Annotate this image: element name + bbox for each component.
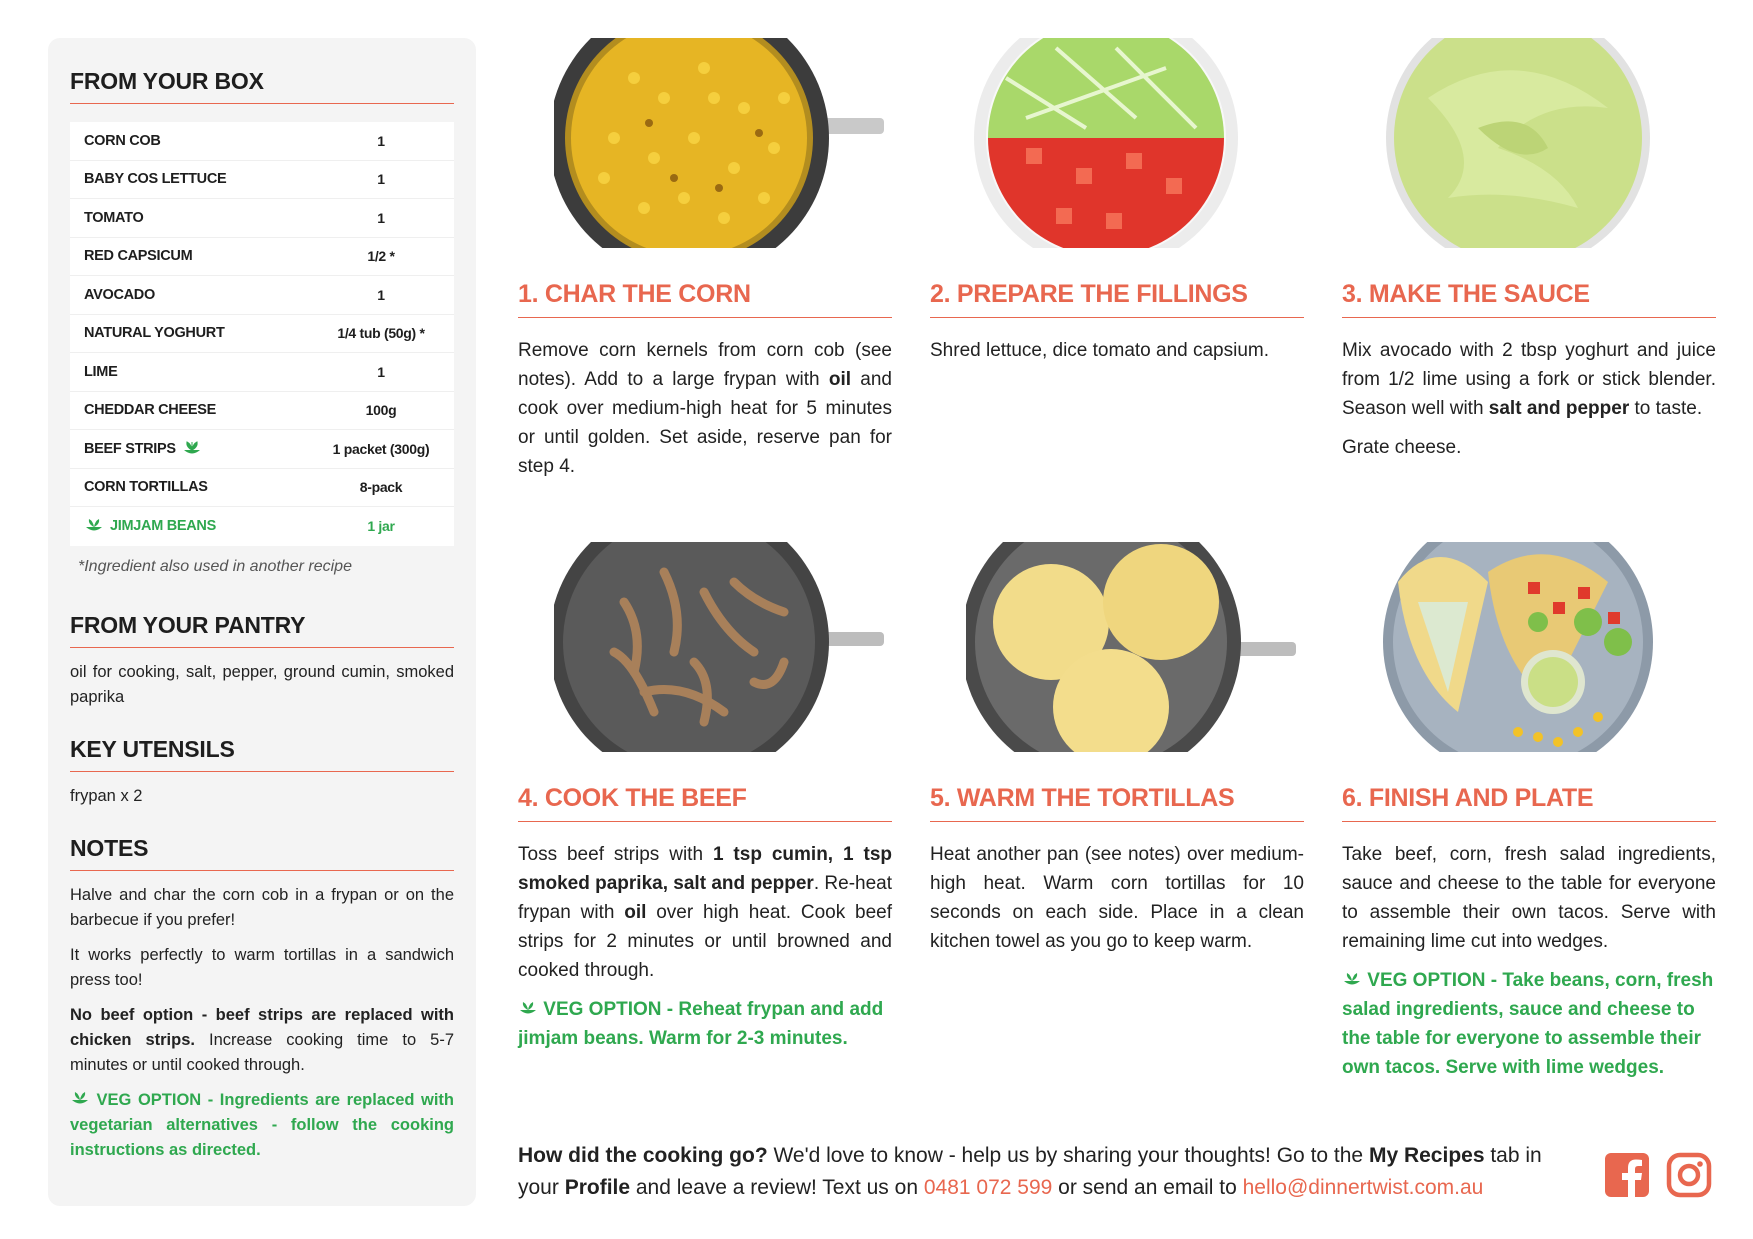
utensils-section — [70, 736, 454, 809]
table-row — [70, 276, 454, 315]
ingredient-qty: 100g — [365, 402, 397, 419]
step-1 — [518, 280, 892, 491]
ingredient-qty: 1 — [377, 132, 385, 149]
veg-leaf-icon — [84, 518, 104, 534]
ingredient-qty: 1/2 * — [367, 248, 395, 265]
veg-leaf-icon — [70, 1091, 90, 1107]
profile-link[interactable]: Profile — [564, 1176, 631, 1199]
ingredient-name: AVOCADO — [84, 286, 155, 303]
photo-tortillas — [966, 542, 1296, 752]
step-3-text — [1342, 336, 1716, 423]
ingredient-name: LIME — [84, 363, 118, 380]
step-bold: oil — [624, 902, 647, 923]
box-title: FROM YOUR BOX — [70, 68, 454, 104]
photo-salad-fillings — [966, 38, 1296, 248]
step-text: Mix avocado with 2 tbsp yoghurt and juice from 1/2 lime using a fork or stick blender. Season well with — [1342, 340, 1716, 419]
photo-avocado-sauce — [1378, 38, 1708, 248]
veg-leaf-icon — [1342, 972, 1362, 988]
ingredient-qty: 1/4 tub (50g) * — [337, 325, 425, 342]
ingredient-name: RED CAPSICUM — [84, 248, 193, 265]
note-3 — [70, 1003, 454, 1078]
step-1-text — [518, 336, 892, 481]
step-veg-text: VEG OPTION - Take beans, corn, fresh salad ingredients, sauce and cheese to the table for everyone to assemble their own tacos. Serve with lime wedges. — [1342, 970, 1714, 1078]
step-4-title: 4. COOK THE BEEF — [518, 784, 892, 822]
step-3 — [1342, 280, 1716, 472]
table-row — [70, 353, 454, 392]
step-4-veg — [518, 995, 892, 1053]
box-ingredients-table — [70, 122, 454, 546]
pantry-text: oil for cooking, salt, pepper, ground cumin, smoked paprika — [70, 662, 454, 706]
veg-leaf-icon — [182, 441, 202, 457]
step-5-text: Heat another pan (see notes) over medium-high heat. Warm corn tortillas for 10 seconds on each side. Place in a clean kitchen towel as you go to keep warm. — [930, 844, 1304, 952]
ingredient-name-wrap — [84, 441, 322, 457]
table-row — [70, 161, 454, 200]
note-3-rest: Increase cooking time to 5-7 minutes or until cooked through. — [70, 1030, 454, 1074]
step-bold: salt and pepper — [1488, 398, 1630, 419]
table-row — [70, 122, 454, 161]
phone-link[interactable]: 0481 072 599 — [923, 1176, 1053, 1199]
step-2-text: Shred lettuce, dice tomato and capsium. — [930, 340, 1270, 361]
ingredient-name: TOMATO — [84, 209, 144, 226]
step-3-text-2: Grate cheese. — [1342, 437, 1462, 458]
step-6-title: 6. FINISH AND PLATE — [1342, 784, 1716, 822]
ingredient-qty: 1 — [377, 286, 385, 303]
ingredient-qty: 1 — [377, 209, 385, 226]
instagram-icon[interactable] — [1666, 1152, 1712, 1198]
footer-text: and leave a review! Text us on — [630, 1176, 924, 1199]
note-2: It works perfectly to warm tortillas in a sandwich press too! — [70, 945, 454, 989]
footer-text: tab in your — [518, 1144, 1542, 1199]
step-6-text: Take beef, corn, fresh salad ingredients, sauce and cheese to the table for everyone to assemble their own tacos. Serve with remaining lime cut into wedges. — [1342, 844, 1716, 952]
ingredient-name: BEEF STRIPS — [84, 440, 176, 457]
step-5 — [930, 784, 1304, 966]
step-2 — [930, 280, 1304, 375]
step-6 — [1342, 784, 1716, 1092]
ingredient-qty: 1 — [377, 171, 385, 188]
step-bold: oil — [828, 369, 852, 390]
step-1-title: 1. CHAR THE CORN — [518, 280, 892, 318]
step-text: Remove corn kernels from corn cob (see notes). Add to a large frypan with — [518, 340, 892, 390]
step-text: and cook over medium-high heat for 5 minutes or until golden. Set aside, reserve pan for step 4. — [518, 369, 892, 477]
note-veg — [70, 1088, 454, 1163]
footer-question: How did the cooking go? — [518, 1144, 768, 1167]
note-1: Halve and char the corn cob in a frypan or on the barbecue if you prefer! — [70, 885, 454, 929]
ingredients-sidebar — [48, 38, 476, 1206]
ingredient-qty: 8-pack — [359, 479, 403, 496]
review-footer — [518, 1140, 1578, 1204]
utensils-title: KEY UTENSILS — [70, 736, 454, 772]
step-6-veg — [1342, 966, 1716, 1082]
photo-plated-tacos — [1378, 542, 1708, 752]
box-footnote: *Ingredient also used in another recipe — [78, 557, 352, 575]
step-text: to taste. — [1629, 398, 1703, 419]
ingredient-qty: 1 — [377, 363, 385, 380]
ingredient-name: CORN TORTILLAS — [84, 479, 208, 496]
photo-charred-corn — [554, 38, 884, 248]
table-row — [70, 315, 454, 354]
step-3-title: 3. MAKE THE SAUCE — [1342, 280, 1716, 318]
note-3-bold: No beef option - beef strips are replaced with chicken strips. — [70, 1005, 454, 1049]
ingredient-name: BABY COS LETTUCE — [84, 171, 227, 188]
utensils-text: frypan x 2 — [70, 786, 143, 805]
photo-beef-strips — [554, 542, 884, 752]
footer-text: We'd love to know - help us by sharing your thoughts! Go to the — [767, 1144, 1369, 1167]
step-text: . Re-heat frypan with — [518, 873, 893, 923]
table-row — [70, 469, 454, 508]
email-link[interactable]: hello@dinnertwist.com.au — [1242, 1176, 1484, 1199]
ingredient-name: NATURAL YOGHURT — [84, 325, 225, 342]
ingredient-qty: 1 packet (300g) — [332, 440, 430, 457]
table-row — [70, 507, 454, 546]
facebook-icon[interactable] — [1604, 1152, 1650, 1198]
step-text: over high heat. Cook beef strips for 2 minutes or until browned and cooked through. — [518, 902, 893, 981]
my-recipes-link[interactable]: My Recipes — [1368, 1144, 1485, 1167]
table-row — [70, 199, 454, 238]
notes-title: NOTES — [70, 835, 454, 871]
table-row — [70, 430, 454, 469]
pantry-title: FROM YOUR PANTRY — [70, 612, 454, 648]
note-veg-text: VEG OPTION - Ingredients are replaced with vegetarian alternatives - follow the cooking instructions as directed. — [70, 1090, 454, 1159]
ingredient-name: CHEDDAR CHEESE — [84, 402, 216, 419]
veg-leaf-icon — [518, 1001, 538, 1017]
ingredient-qty: 1 jar — [367, 518, 395, 535]
footer-text: or send an email to — [1052, 1176, 1243, 1199]
table-row — [70, 392, 454, 431]
step-bold: 1 tsp cumin, 1 tsp smoked paprika, salt and pepper — [518, 844, 893, 894]
pantry-section — [70, 612, 454, 710]
step-2-title: 2. PREPARE THE FILLINGS — [930, 280, 1304, 318]
ingredient-name-wrap — [84, 518, 322, 534]
step-5-title: 5. WARM THE TORTILLAS — [930, 784, 1304, 822]
step-4-text — [518, 840, 892, 985]
ingredient-name: CORN COB — [84, 132, 161, 149]
ingredient-name: JIMJAM BEANS — [110, 518, 216, 535]
step-4 — [518, 784, 892, 1063]
table-row — [70, 238, 454, 277]
step-text: Toss beef strips with — [518, 844, 713, 865]
notes-section — [70, 835, 454, 1163]
step-veg-text: VEG OPTION - Reheat frypan and add jimjam beans. Warm for 2-3 minutes. — [518, 999, 884, 1049]
